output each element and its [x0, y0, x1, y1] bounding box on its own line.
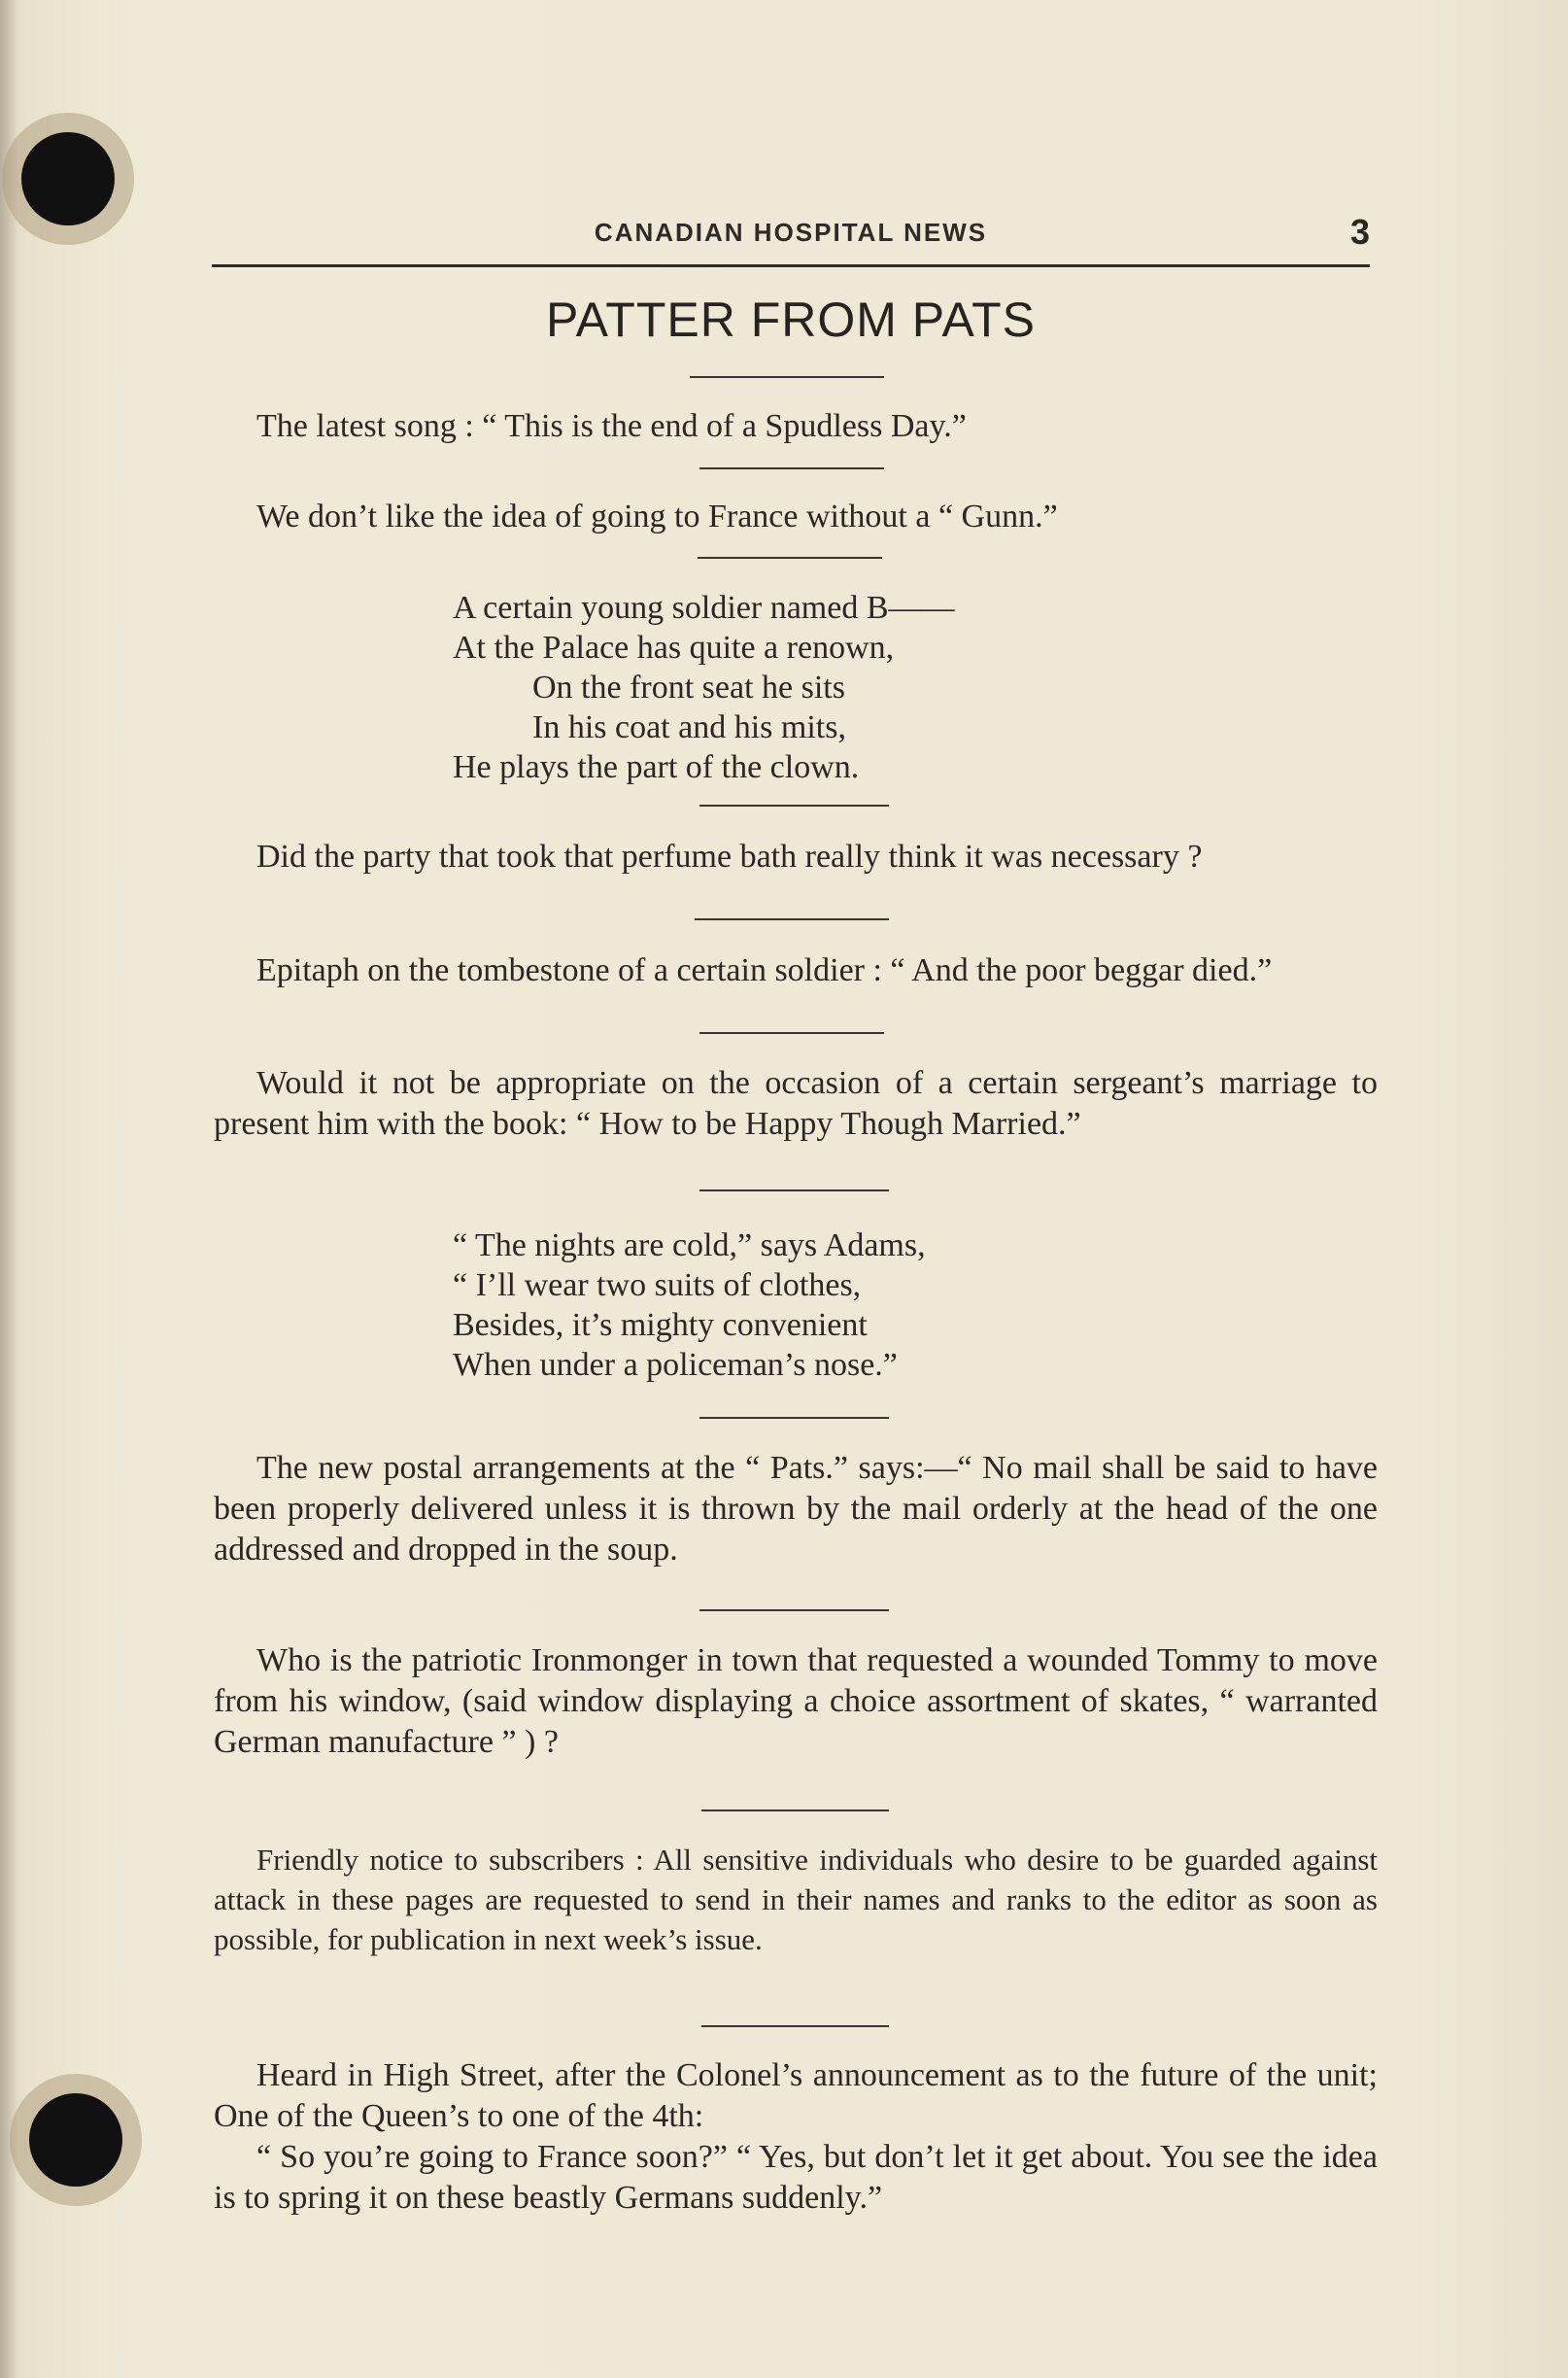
- item-high-street-quote: “ So you’re going to France soon?” “ Yes, but don’t let it get about. You see the idea is to spring it on these beastly Germans suddenly.”: [214, 2139, 1378, 2216]
- item-ironmonger: Who is the patriotic Ironmonger in town that requested a wounded Tommy to move from his window, (said window displaying a choice assortment of skates, “ warranted German manufacture ” ) ?: [214, 1642, 1378, 1760]
- punch-hole-bottom: [29, 2093, 122, 2187]
- divider-rule: [699, 1032, 884, 1034]
- page-number: 3: [1349, 212, 1370, 252]
- poem-line: In his coat and his mits,: [532, 709, 846, 745]
- divider-rule: [701, 2025, 889, 2027]
- poem-line: He plays the part of the clown.: [453, 749, 860, 785]
- divider-rule: [699, 1189, 889, 1191]
- divider-rule: [699, 467, 884, 469]
- divider-rule: [699, 1609, 889, 1611]
- poem-line: At the Palace has quite a renown,: [453, 630, 895, 666]
- item-latest-song: The latest song : “ This is the end of a Spudless Day.”: [256, 408, 967, 444]
- divider-rule: [695, 918, 889, 920]
- poem-adams: [453, 1225, 926, 1385]
- item-epitaph: Epitaph on the tombestone of a certain soldier : “ And the poor beggar died.”: [256, 952, 1273, 988]
- divider-rule: [690, 376, 884, 378]
- item-sergeant-marriage: Would it not be appropriate on the occasion of a certain sergeant’s marriage to present him with the book: “ How to be Happy Though Married.”: [214, 1065, 1378, 1142]
- poem-line: “ The nights are cold,” says Adams,: [453, 1227, 926, 1263]
- page-edge-shadow: [0, 0, 17, 2378]
- header-rule: [212, 264, 1370, 267]
- punch-hole-top: [21, 132, 115, 225]
- poem-line: Besides, it’s mighty convenient: [453, 1307, 868, 1343]
- divider-rule: [701, 1809, 889, 1811]
- poem-line: A certain young soldier named B——: [453, 590, 955, 626]
- publication-title: CANADIAN HOSPITAL NEWS: [594, 218, 988, 247]
- item-perfume-bath: Did the party that took that perfume bath really think it was necessary ?: [256, 839, 1203, 875]
- poem-line: When under a policeman’s nose.”: [453, 1347, 898, 1383]
- divider-rule: [699, 1417, 889, 1419]
- item-friendly-notice: Friendly notice to subscribers : All sensitive individuals who desire to be guarded against attack in these pages are requested to send in their names and ranks to the editor as soon as possible, for publication in next week’s issue.: [214, 1843, 1378, 1956]
- poem-soldier-b: [453, 588, 955, 787]
- item-postal-arrangements: The new postal arrangements at the “ Pats.” says:—“ No mail shall be said to have been properly delivered unless it is thrown by the mail orderly at the head of the one addressed and dropped in the soup.: [214, 1450, 1378, 1568]
- divider-rule: [699, 805, 889, 807]
- article-title: PATTER FROM PATS: [546, 293, 1036, 347]
- poem-line: On the front seat he sits: [532, 670, 845, 706]
- poem-line: “ I’ll wear two suits of clothes,: [453, 1267, 862, 1303]
- running-header: [212, 212, 1370, 262]
- item-high-street: Heard in High Street, after the Colonel’s announcement as to the future of the unit; One of the Queen’s to one of the 4th:: [214, 2057, 1378, 2134]
- item-gunn: We don’t like the idea of going to France without a “ Gunn.”: [256, 499, 1058, 534]
- divider-rule: [698, 557, 882, 559]
